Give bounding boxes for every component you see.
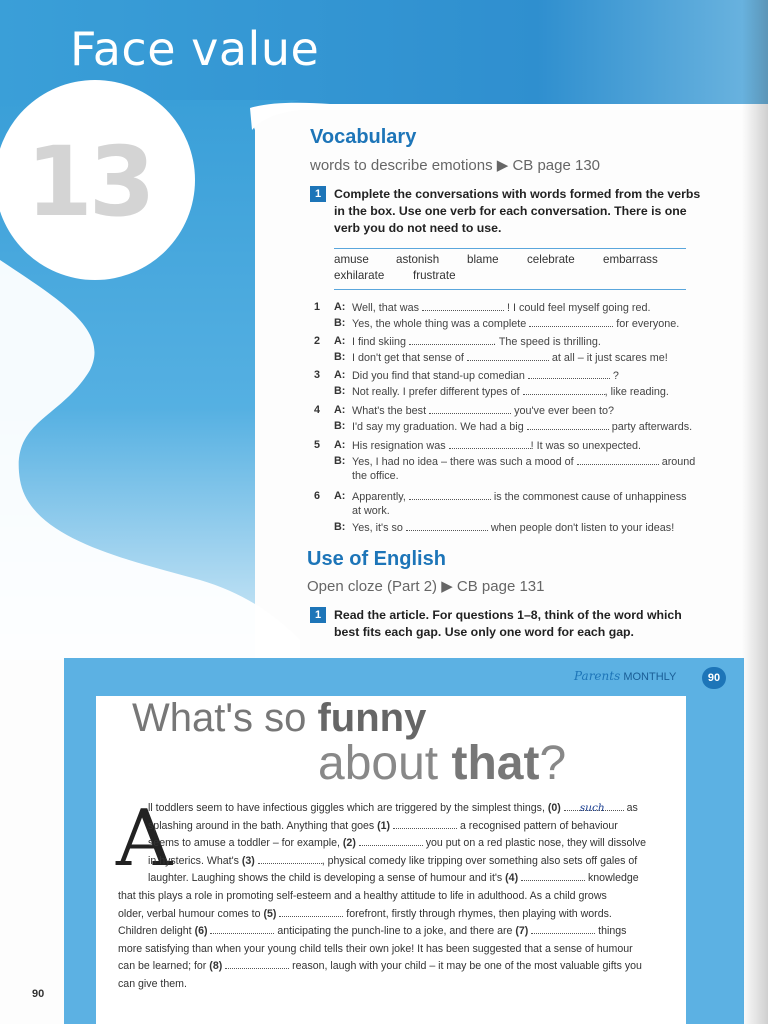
word-box-item: frustrate xyxy=(413,269,456,282)
article-line xyxy=(148,853,637,871)
answer-gap[interactable] xyxy=(521,870,585,881)
article-body xyxy=(116,794,674,1000)
article-headline-line1: What's so funny xyxy=(132,696,427,740)
task-number-badge: 1 xyxy=(310,607,326,623)
magazine-logo-script: Parents xyxy=(574,669,621,683)
conversation-6: 6 A: Apparently, is the commonest cause of unhappiness at work. B: Yes, it's so when people don't listen to your ideas! xyxy=(314,490,687,534)
word-box-item: celebrate xyxy=(527,253,575,266)
article-line xyxy=(148,835,646,853)
gap-number: (4) xyxy=(505,872,522,885)
answer-gap[interactable] xyxy=(393,818,457,829)
article-text: older, verbal humour comes to xyxy=(118,907,264,920)
answer-gap[interactable] xyxy=(528,368,610,379)
answer-gap[interactable] xyxy=(467,350,549,361)
conversation-4: 4 A: What's the best you've ever been to? B: I'd say my graduation. We had a big party afterwards. xyxy=(314,404,693,433)
use-of-english-task xyxy=(310,607,710,641)
article-line xyxy=(118,906,612,924)
article-text: splashing around in the bath. Anything that goes xyxy=(148,819,378,832)
article-text: can be learned; for xyxy=(118,960,210,973)
magazine-name xyxy=(574,669,676,683)
answer-gap[interactable] xyxy=(409,489,491,500)
use-of-english-title: Use of English xyxy=(307,548,446,570)
article-text: seems to amuse a toddler – for example, xyxy=(148,837,343,850)
answer-gap[interactable] xyxy=(279,906,343,917)
gap-number: (1) xyxy=(377,819,394,832)
unit-title: Face value xyxy=(70,22,320,76)
article-line xyxy=(148,800,638,818)
gap-number: (3) xyxy=(241,854,258,867)
answer-gap[interactable] xyxy=(225,958,289,969)
article-text: Children delight xyxy=(118,925,195,938)
article-text: , physical comedy like tripping over something also sets off gales of xyxy=(321,854,638,867)
unit-number: 13 xyxy=(26,126,152,238)
answer-gap[interactable] xyxy=(527,419,609,430)
article-text: reason, laugh with your child – it may be one of the most valuable gifts you xyxy=(289,960,642,973)
page-number: 90 xyxy=(32,988,45,1000)
article-line xyxy=(118,976,187,994)
article-text: anticipating the punch-line to a joke, and there are xyxy=(274,925,516,938)
article-text: knowledge xyxy=(585,872,639,885)
answer-gap[interactable] xyxy=(409,334,493,345)
article-headline-line2: about that? xyxy=(318,737,567,790)
task-instruction: Complete the conversations with words formed from the verbs in the box. Use one verb for each conversation. There is one verb you do not need to use. xyxy=(334,187,701,235)
article-line xyxy=(118,941,633,959)
conversation-2: 2 A: I find skiing . The speed is thrilling. B: I don't get that sense of at all – it just scares me! xyxy=(314,335,668,364)
gap-number: (2) xyxy=(342,837,359,850)
answer-gap[interactable] xyxy=(429,403,511,414)
word-box-item: astonish xyxy=(396,253,440,266)
article-line xyxy=(148,870,639,888)
article-line xyxy=(118,958,642,976)
answer-gap[interactable] xyxy=(210,923,274,934)
answer-gap[interactable] xyxy=(577,454,659,465)
article-text: things xyxy=(595,925,627,938)
answer-gap[interactable] xyxy=(422,300,504,311)
word-box-item: embarrass xyxy=(603,253,658,266)
example-answer[interactable]: such xyxy=(564,800,624,811)
answer-gap[interactable] xyxy=(529,316,613,327)
article-text: in hysterics. What's xyxy=(148,854,242,867)
article-text: a recognised pattern of behaviour xyxy=(457,819,618,832)
gap-number: (5) xyxy=(263,907,280,920)
article-line xyxy=(118,923,626,941)
answer-gap[interactable] xyxy=(449,438,531,449)
answer-gap[interactable] xyxy=(359,835,423,846)
article-text: forefront, firstly through rhymes, then playing with words. xyxy=(343,907,612,920)
word-box xyxy=(334,248,686,290)
article-line xyxy=(148,818,618,836)
article-text: can give them. xyxy=(118,978,187,990)
page-fold-shadow xyxy=(742,0,768,1024)
word-box-item: blame xyxy=(467,253,499,266)
gap-number: (0) xyxy=(547,802,564,814)
task-number-badge: 1 xyxy=(310,186,326,202)
task-instruction: Read the article. For questions 1–8, think of the word which best fits each gap. Use only one word for each gap. xyxy=(334,608,682,639)
gap-number: (6) xyxy=(194,925,211,938)
answer-gap[interactable] xyxy=(406,520,488,531)
magazine-logo-caps: MONTHLY xyxy=(623,671,677,683)
article-text: that this plays a role in promoting self-esteem and a healthy attitude to life in adulthood. As a child grows xyxy=(118,890,607,902)
use-of-english-subtitle: Open cloze (Part 2) ▶ CB page 131 xyxy=(307,578,545,595)
article-text: ll toddlers seem to have infectious giggles which are triggered by the simplest things, xyxy=(148,802,548,814)
conversation-5: 5 A: His resignation was ! It was so unexpected. B: Yes, I had no idea – there was such a mood of around the office. xyxy=(314,439,696,482)
conversation-1: 1 A: Well, that was ! I could feel myself going red. B: Yes, the whole thing was a complete for everyone. xyxy=(314,301,680,330)
article-text: you put on a red plastic nose, they will dissolve xyxy=(422,837,646,850)
conversation-3: 3 A: Did you find that stand-up comedian ? B: Not really. I prefer different types of , like reading. xyxy=(314,369,669,398)
vocabulary-subtitle: words to describe emotions ▶ CB page 130 xyxy=(310,157,601,174)
drop-cap: A xyxy=(116,794,173,884)
answer-gap[interactable] xyxy=(531,923,595,934)
magazine-issue-badge: 90 xyxy=(702,667,726,689)
word-box-item: amuse xyxy=(334,253,369,266)
article-text: more satisfying than when your young child tells their own joke! It has been suggested that a sense of humour xyxy=(118,942,633,955)
article-text: as xyxy=(623,802,638,814)
word-box-item: exhilarate xyxy=(334,269,385,282)
answer-gap[interactable] xyxy=(258,853,322,864)
article-line xyxy=(118,888,607,906)
vocabulary-title: Vocabulary xyxy=(310,126,417,148)
article-text: laughter. Laughing shows the child is developing a sense of humour and it's xyxy=(148,872,506,885)
gap-number: (7) xyxy=(515,925,532,938)
answer-gap[interactable] xyxy=(523,384,605,395)
gap-number: (8) xyxy=(209,960,226,973)
vocabulary-task xyxy=(310,186,710,237)
